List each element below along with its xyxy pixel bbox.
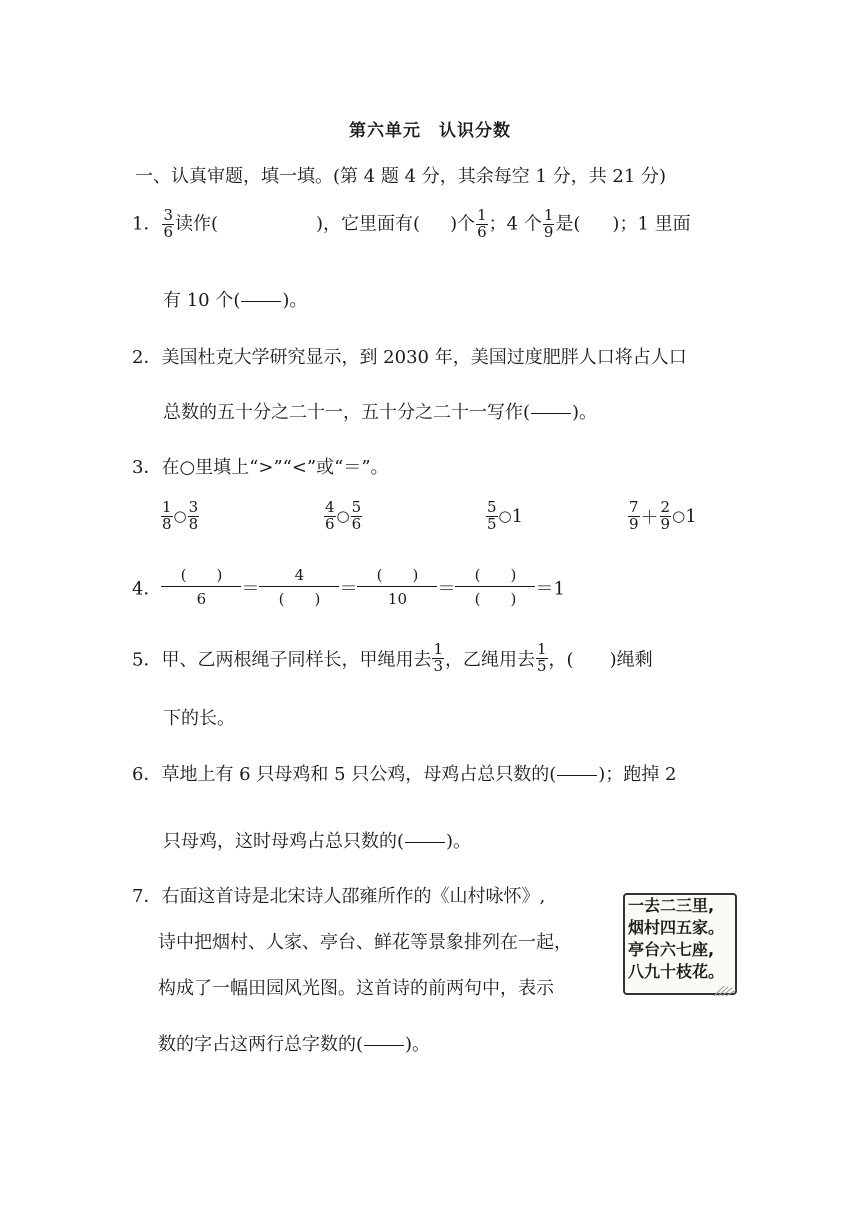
- compare-item-c: $\frac{5}{5}$ ○1: [487, 498, 524, 533]
- question-2: 2．美国杜克大学研究显示，到 2030 年，美国过度肥胖人口将占人口: [132, 347, 687, 368]
- compare-circle[interactable]: ○: [498, 507, 512, 526]
- answer-blank[interactable]: [405, 842, 445, 843]
- question-7-line3: 构成了一幅田园风光图。这首诗的前两句中，表示: [158, 978, 554, 999]
- fraction: ( ) 10: [357, 564, 437, 611]
- poem-line: 八九十枝花。: [628, 962, 725, 981]
- question-3: 3．在○里填上“>”“<”或“＝”。: [132, 457, 389, 478]
- fraction: $\frac{1}{6}$: [477, 206, 487, 241]
- question-4: 4． ( ) 6 ＝ 4 ( ) ＝ ( ) 10 ＝ ( ) ( ) ＝1: [132, 564, 565, 611]
- question-1: 1． $\frac{3}{6}$ 读作( )，它里面有( )个 $\frac{1}{6}$ ；4 个 $\frac{1}{9}$ 是( )；1 里面: [132, 206, 691, 241]
- compare-item-d: $\frac{7}{9}$ ＋ $\frac{2}{9}$ ○1: [629, 498, 697, 533]
- question-6: 6．草地上有 6 只母鸡和 5 只公鸡，母鸡占总只数的( )；跑掉 2: [132, 764, 677, 785]
- fraction: ( ) ( ): [455, 564, 535, 611]
- compare-circle[interactable]: ○: [173, 507, 187, 526]
- question-7: 7．右面这首诗是北宋诗人邵雍所作的《山村咏怀》,: [132, 886, 546, 907]
- question-7-line4: 数的字占这两行总字数的( )。: [158, 1034, 431, 1055]
- compare-item-a: $\frac{1}{8}$ ○ $\frac{3}{8}$: [162, 498, 199, 533]
- fraction: $\frac{3}{6}$: [163, 206, 173, 241]
- answer-blank[interactable]: [557, 775, 597, 776]
- question-5-line2: 下的长。: [163, 708, 235, 729]
- question-5: 5．甲、乙两根绳子同样长，甲绳用去 $\frac{1}{3}$ ，乙绳用去 $\frac{1}{5}$ ，( )绳剩: [132, 640, 653, 675]
- fraction: $\frac{1}{9}$: [543, 206, 554, 241]
- flower-decoration-icon: [712, 982, 738, 998]
- compare-item-b: $\frac{4}{6}$ ○ $\frac{5}{6}$: [325, 498, 362, 533]
- fraction: 4 ( ): [259, 564, 339, 611]
- poem-card: [623, 893, 737, 995]
- question-2-line2: 总数的五十分之二十一，五十分之二十一写作( )。: [163, 402, 598, 423]
- answer-blank[interactable]: [241, 301, 281, 302]
- question-1-line2: 有 10 个( )。: [163, 290, 308, 311]
- poem-line: 一去二三里,: [628, 896, 715, 915]
- answer-blank[interactable]: [531, 413, 571, 414]
- answer-blank[interactable]: [364, 1045, 404, 1046]
- question-6-line2: 只母鸡，这时母鸡占总只数的( )。: [163, 831, 472, 852]
- page-title: 第六单元 认识分数: [349, 121, 511, 141]
- question-7-line2: 诗中把烟村、人家、亭台、鲜花等景象排列在一起，: [158, 932, 572, 953]
- compare-circle[interactable]: ○: [336, 507, 350, 526]
- compare-circle[interactable]: ○: [672, 507, 686, 526]
- fraction: ( ) 6: [161, 564, 241, 611]
- section-heading: 一、认真审题，填一填。(第 4 题 4 分，其余每空 1 分，共 21 分): [135, 166, 667, 187]
- poem-line: 亭台六七座,: [628, 940, 715, 959]
- poem-line: 烟村四五家。: [628, 918, 725, 937]
